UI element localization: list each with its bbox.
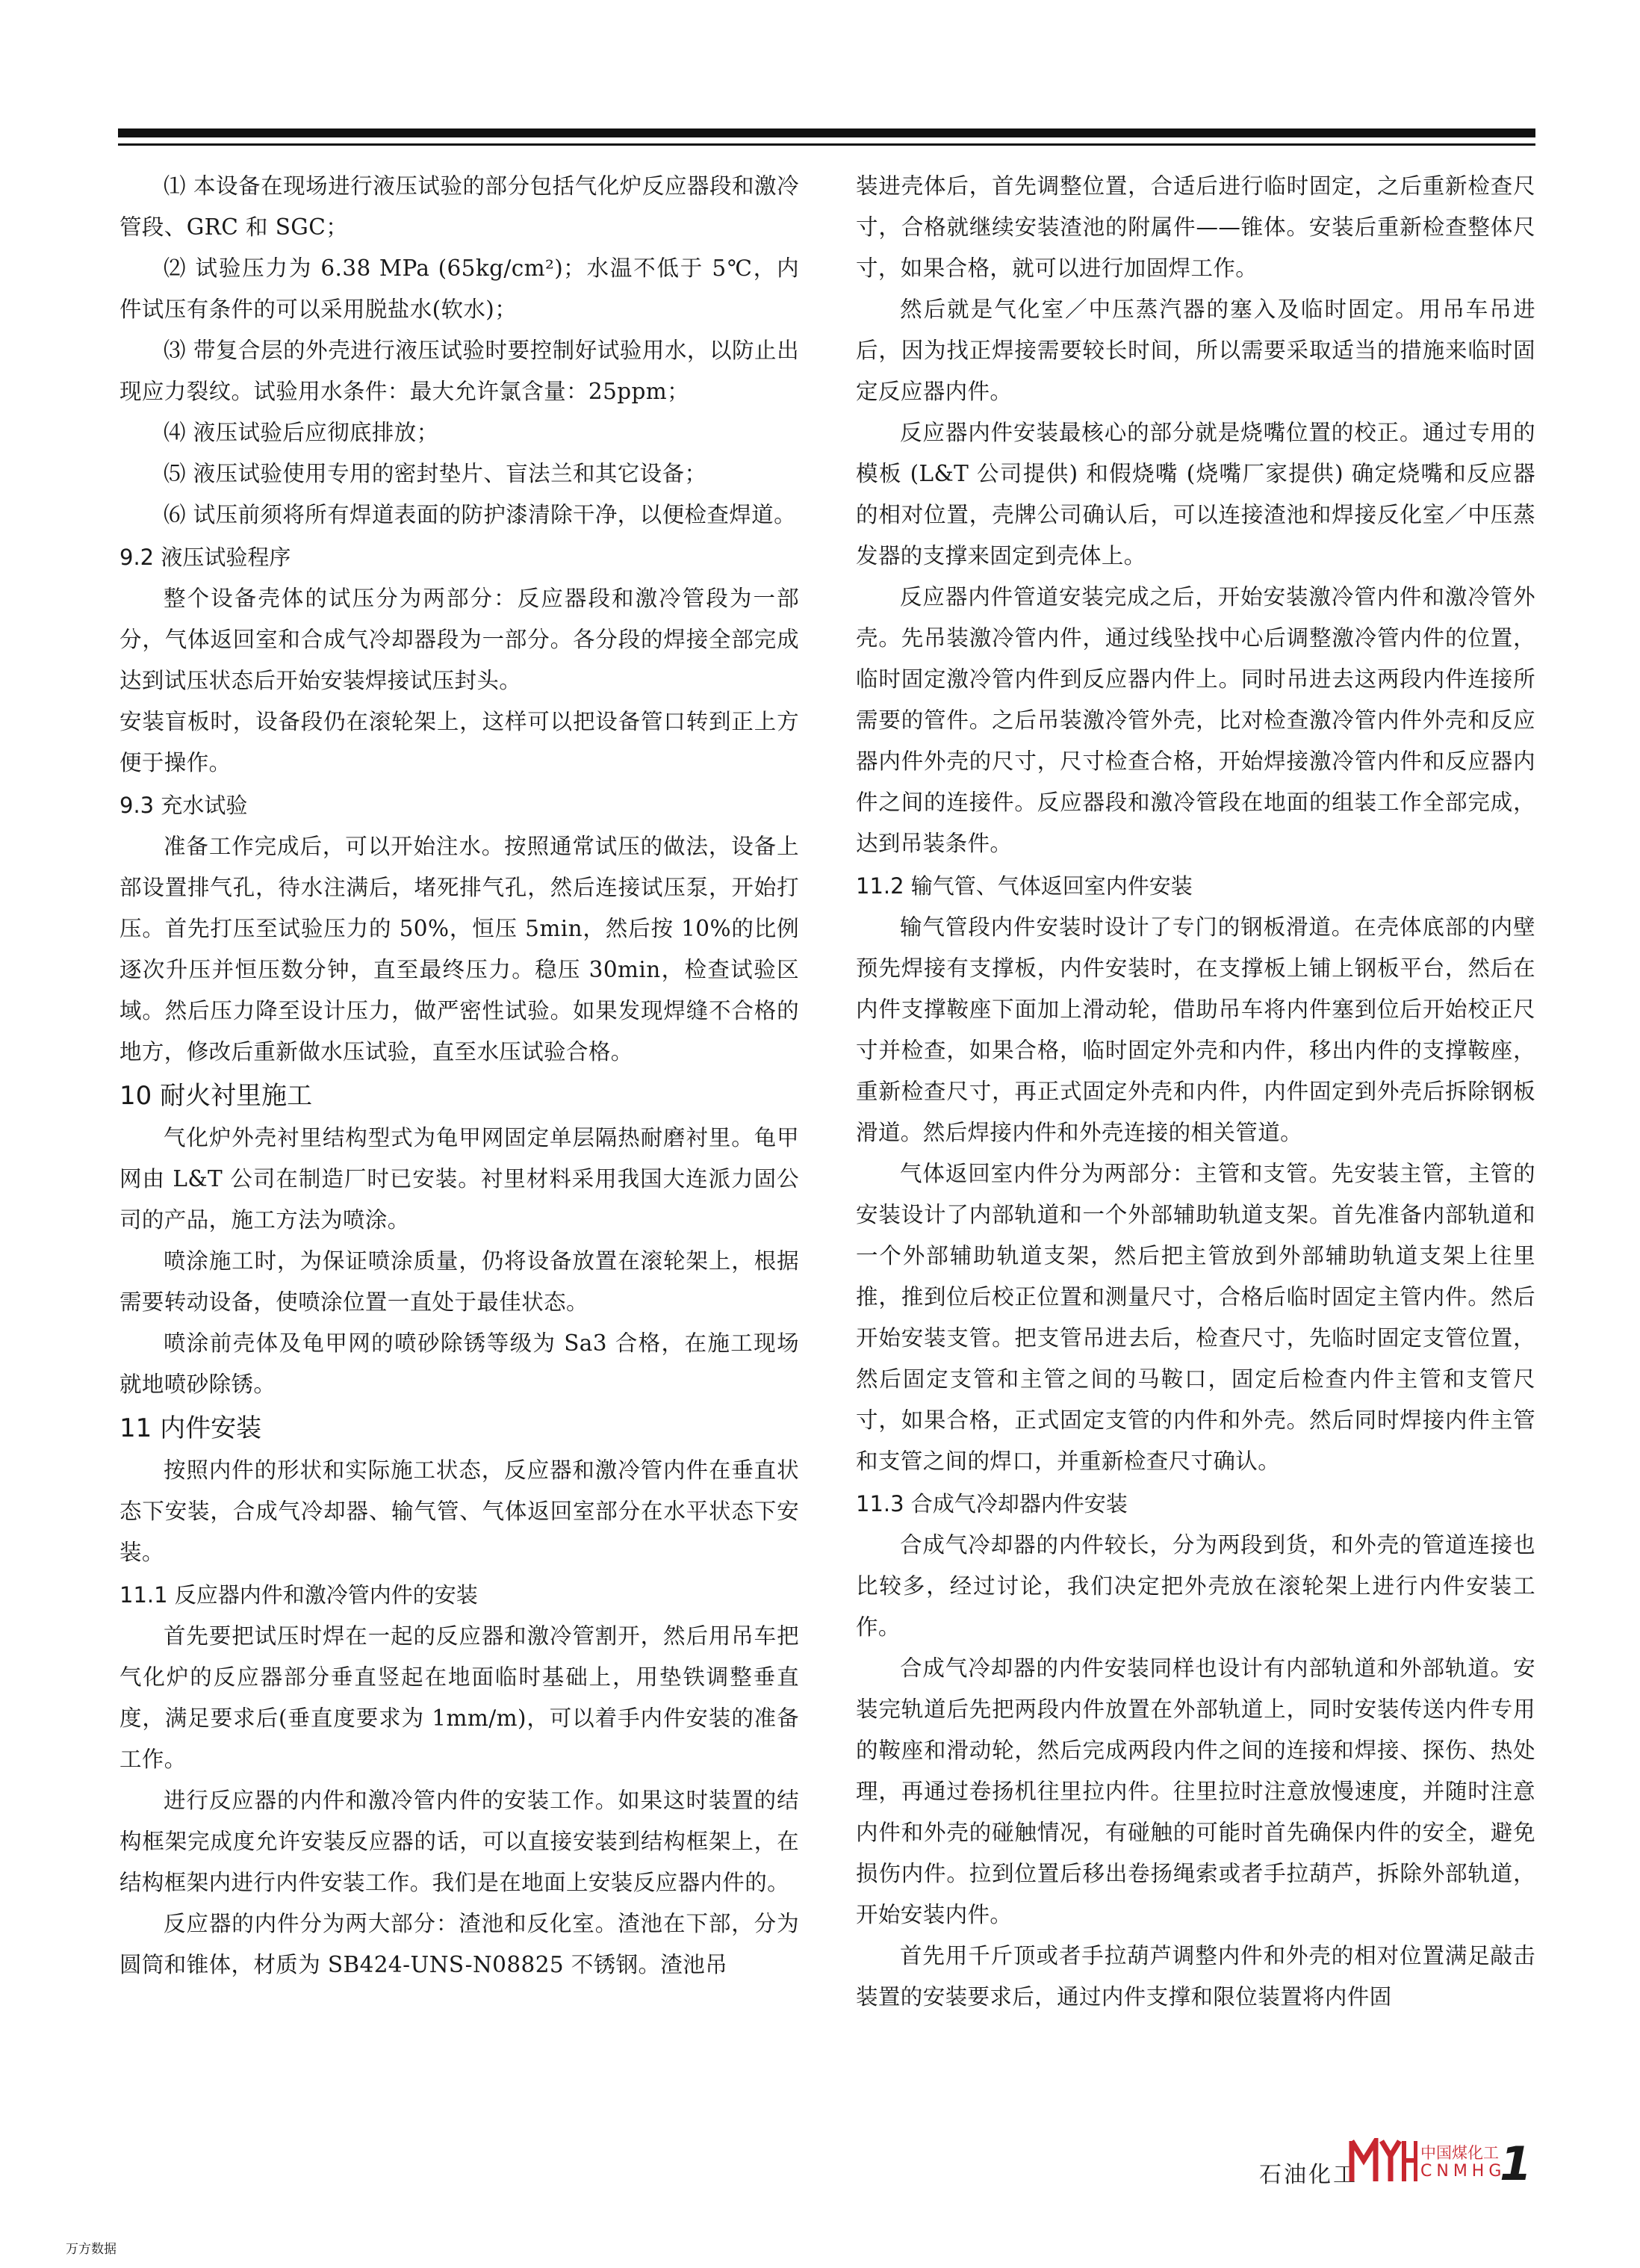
- paragraph: 喷涂前壳体及龟甲网的喷砂除锈等级为 Sa3 合格，在施工现场就地喷砂除锈。: [119, 1330, 799, 1397]
- paragraph: 输气管段内件安装时设计了专门的钢板滑道。在壳体底部的内壁预先焊接有支撑板，内件安装时，在支撑板上铺上钢板平台，然后在内件支撑鞍座下面加上滑动轮，借助吊车将内件塞到位后开始校正尺寸并检查，如果合格，临时固定外壳和内件，移出内件的支撑鞍座，重新检查尺寸，再正式固定外壳和内件，内件固定到外壳后拆除钢板滑道。然后焊接内件和外壳连接的相关管道。: [856, 914, 1535, 1145]
- section-heading: 10 耐火衬里施工: [119, 1081, 313, 1111]
- subsection-heading: 9.2 液压试验程序: [119, 545, 291, 570]
- paragraph: ⑹ 试压前须将所有焊道表面的防护漆清除干净，以便检查焊道。: [164, 502, 796, 527]
- logo-chinese-text: 中国煤化工: [1420, 2144, 1499, 2162]
- paragraph: ⑶ 带复合层的外壳进行液压试验时要控制好试验用水，以防止出现应力裂纹。试验用水条件：最大允许氯含量：25ppm；: [119, 338, 799, 404]
- header-rule-thick: [118, 128, 1535, 137]
- paragraph: 装进壳体后，首先调整位置，合适后进行临时固定，之后重新检查尺寸，合格就继续安装渣池的附属件——锥体。安装后重新检查整体尺寸，如果合格，就可以进行加固焊工作。: [856, 173, 1535, 281]
- paragraph: 然后就是气化室／中压蒸汽器的塞入及临时固定。用吊车吊进后，因为找正焊接需要较长时间，所以需要采取适当的措施来临时固定反应器内件。: [856, 297, 1535, 404]
- header-rule-thin: [118, 143, 1535, 146]
- paragraph: 进行反应器的内件和激冷管内件的安装工作。如果这时装置的结构框架完成度允许安装反应器的话，可以直接安装到结构框架上，在结构框架内进行内件安装工作。我们是在地面上安装反应器内件的。: [119, 1788, 799, 1895]
- paragraph: 准备工作完成后，可以开始注水。按照通常试压的做法，设备上部设置排气孔，待水注满后，堵死排气孔，然后连接试压泵，开始打压。首先打压至试验压力的 50%，恒压 5min，然后按 10%的比例逐次升压并恒压数分钟，直至最终压力。稳压 30min，检查试验区域。然后压力降至设计压力，做严密性试验。如果发现焊缝不合格的地方，修改后重新做水压试验，直至水压试验合格。: [119, 834, 799, 1065]
- paragraph: ⑸ 液压试验使用专用的密封垫片、盲法兰和其它设备；: [164, 461, 707, 486]
- page-number: 1: [1500, 2137, 1532, 2191]
- paragraph: 安装盲板时，设备段仍在滚轮架上，这样可以把设备管口转到正上方便于操作。: [119, 709, 799, 775]
- cnmhg-logo: [1349, 2138, 1506, 2186]
- subsection-heading: 11.1 反应器内件和激冷管内件的安装: [119, 1582, 478, 1608]
- paragraph: 合成气冷却器的内件较长，分为两段到货，和外壳的管道连接也比较多，经过讨论，我们决定把外壳放在滚轮架上进行内件安装工作。: [856, 1532, 1535, 1640]
- paragraph: ⑴ 本设备在现场进行液压试验的部分包括气化炉反应器段和激冷管段、GRC 和 SGC；: [119, 173, 799, 240]
- right-column: [856, 166, 1535, 2018]
- paragraph: ⑵ 试验压力为 6.38 MPa (65kg/cm²)；水温不低于 5℃，内件试压有条件的可以采用脱盐水(软水)；: [119, 255, 799, 322]
- logo-english-text: CNMHG: [1420, 2162, 1506, 2181]
- paragraph: 整个设备壳体的试压分为两部分：反应器段和激冷管段为一部分，气体返回室和合成气冷却器段为一部分。各分段的焊接全部完成达到试压状态后开始安装焊接试压封头。: [119, 586, 799, 693]
- paragraph: 按照内件的形状和实际施工状态，反应器和激冷管内件在垂直状态下安装，合成气冷却器、输气管、气体返回室部分在水平状态下安装。: [119, 1457, 799, 1565]
- paragraph: 气化炉外壳衬里结构型式为龟甲网固定单层隔热耐磨衬里。龟甲网由 L&T 公司在制造厂时已安装。衬里材料采用我国大连派力固公司的产品，施工方法为喷涂。: [119, 1125, 799, 1233]
- subsection-heading: 11.2 输气管、气体返回室内件安装: [856, 873, 1193, 899]
- logo-mark-icon: [1349, 2138, 1417, 2184]
- watermark: 万方数据: [66, 2242, 117, 2257]
- paragraph: ⑷ 液压试验后应彻底排放；: [164, 420, 439, 445]
- left-column: [119, 166, 799, 1986]
- paragraph: 反应器的内件分为两大部分：渣池和反化室。渣池在下部，分为圆筒和锥体，材质为 SB424-UNS-N08825 不锈钢。渣池吊: [119, 1911, 799, 1977]
- paragraph: 首先用千斤顶或者手拉葫芦调整内件和外壳的相对位置满足敲击装置的安装要求后，通过内件支撑和限位装置将内件固: [856, 1943, 1535, 2010]
- paragraph: 反应器内件安装最核心的部分就是烧嘴位置的校正。通过专用的模板 (L&T 公司提供) 和假烧嘴 (烧嘴厂家提供) 确定烧嘴和反应器的相对位置，壳牌公司确认后，可以连接渣池和焊接反化室／中压蒸发器的支撑来固定到壳体上。: [856, 420, 1535, 568]
- paragraph: 反应器内件管道安装完成之后，开始安装激冷管内件和激冷管外壳。先吊装激冷管内件，通过线坠找中心后调整激冷管内件的位置，临时固定激冷管内件到反应器内件上。同时吊进去这两段内件连接所需要的管件。之后吊装激冷管外壳，比对检查激冷管内件外壳和反应器内件外壳的尺寸，尺寸检查合格，开始焊接激冷管内件和反应器内件之间的连接件。反应器段和激冷管段在地面的组装工作全部完成，达到吊装条件。: [856, 584, 1535, 856]
- paragraph: 合成气冷却器的内件安装同样也设计有内部轨道和外部轨道。安装完轨道后先把两段内件放置在外部轨道上，同时安装传送内件专用的鞍座和滑动轮，然后完成两段内件之间的连接和焊接、探伤、热处理，再通过卷扬机往里拉内件。往里拉时注意放慢速度，并随时注意内件和外壳的碰触情况，有碰触的可能时首先确保内件的安全，避免损伤内件。拉到位置后移出卷扬绳索或者手拉葫芦，拆除外部轨道，开始安装内件。: [856, 1655, 1535, 1927]
- journal-name: 石油化工: [1259, 2162, 1358, 2188]
- subsection-heading: 9.3 充水试验: [119, 793, 248, 818]
- paragraph: 气体返回室内件分为两部分：主管和支管。先安装主管，主管的安装设计了内部轨道和一个外部辅助轨道支架。首先准备内部轨道和一个外部辅助轨道支架，然后把主管放到外部辅助轨道支架上往里推，推到位后校正位置和测量尺寸，合格后临时固定主管内件。然后开始安装支管。把支管吊进去后，检查尺寸，先临时固定支管位置，然后固定支管和主管之间的马鞍口，固定后检查内件主管和支管尺寸，如果合格，正式固定支管的内件和外壳。然后同时焊接内件主管和支管之间的焊口，并重新检查尺寸确认。: [856, 1161, 1535, 1474]
- subsection-heading: 11.3 合成气冷却器内件安装: [856, 1491, 1128, 1516]
- paragraph: 喷涂施工时，为保证喷涂质量，仍将设备放置在滚轮架上，根据需要转动设备，使喷涂位置一直处于最佳状态。: [119, 1248, 799, 1315]
- section-heading: 11 内件安装: [119, 1413, 262, 1443]
- paragraph: 首先要把试压时焊在一起的反应器和激冷管割开，然后用吊车把气化炉的反应器部分垂直竖起在地面临时基础上，用垫铁调整垂直度，满足要求后(垂直度要求为 1mm/m)，可以着手内件安装的准备工作。: [119, 1623, 799, 1772]
